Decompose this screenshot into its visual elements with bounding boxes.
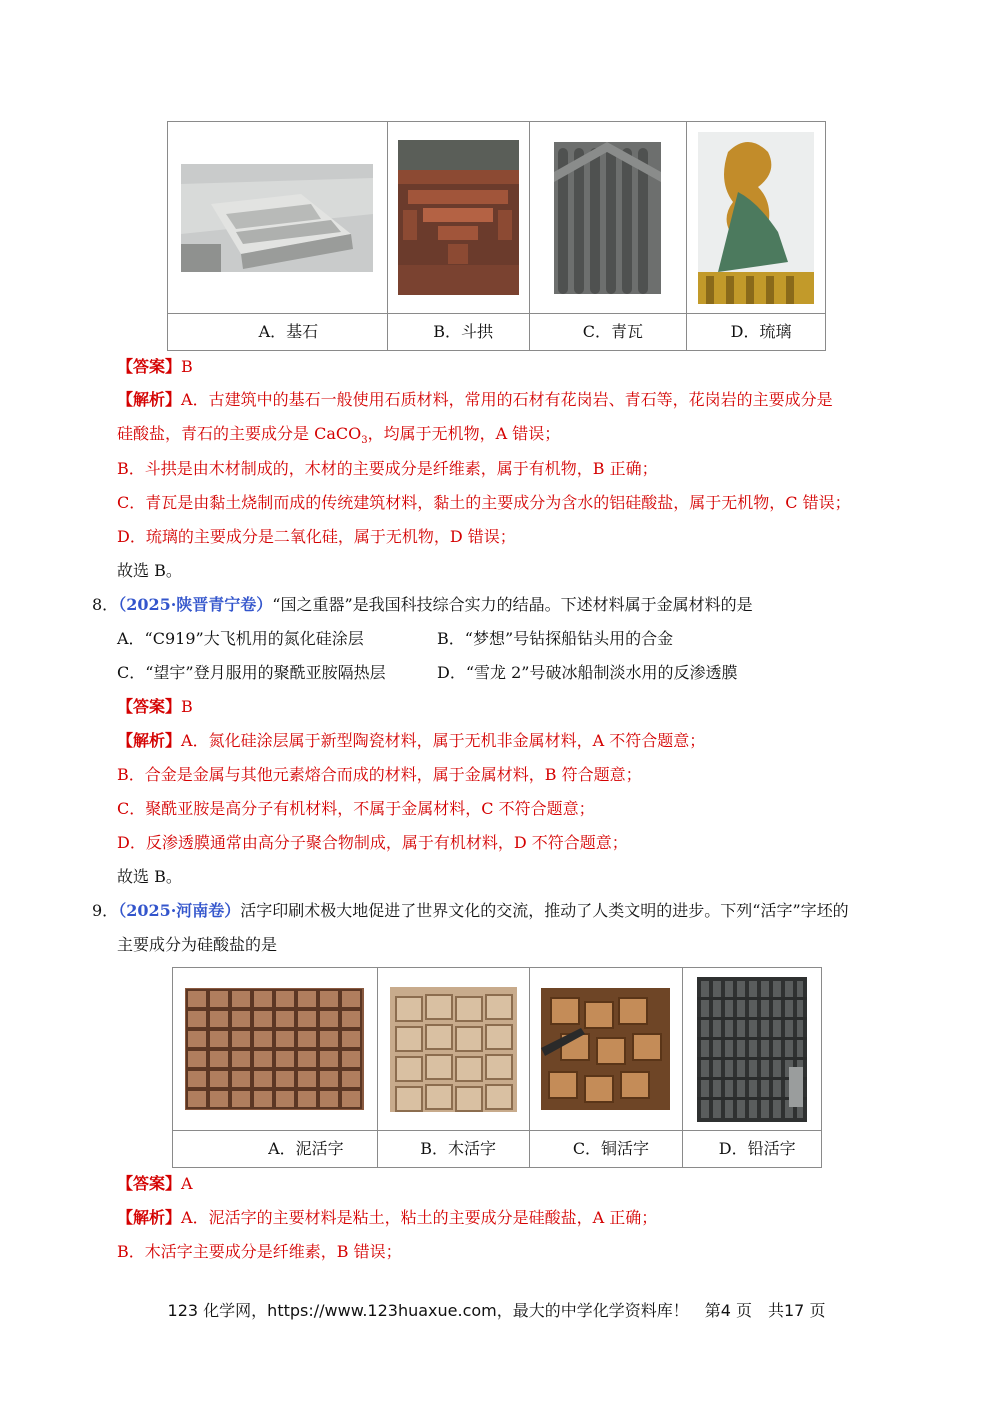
q9-image-table — [172, 967, 822, 1168]
q9-image-c-cell — [529, 968, 683, 1131]
q9-analysis-a: 【解析】A．泥活字的主要材料是粘土，粘土的主要成分是硅酸盐，A 正确； — [117, 1208, 658, 1227]
q9-image-a-cell — [173, 968, 378, 1131]
q8-analysis-c: C．聚酰亚胺是高分子有机材料，不属于金属材料，C 不符合题意； — [117, 799, 595, 818]
q7-analysis-b: B．斗拱是由木材制成的，木材的主要成分是纤维素，属于有机物，B 正确； — [117, 459, 658, 478]
q7-option-d: D．琉璃 — [687, 314, 826, 351]
q8-option-d: D．“雪龙 2”号破冰船制淡水用的反渗透膜 — [437, 663, 738, 682]
q7-conclusion: 故选 B。 — [117, 561, 182, 580]
clay-type-image — [185, 988, 364, 1110]
analysis-label: 【解析】 — [117, 390, 182, 409]
answer-value: B — [181, 357, 193, 376]
q9-answer: 【答案】A — [117, 1174, 193, 1193]
q9-option-c: C．铜活字 — [529, 1131, 683, 1168]
page-footer: 123 化学网，https://www.123huaxue.com，最大的中学化学资料库！ 第4 页 共17 页 — [167, 1301, 826, 1320]
q9-number: 9． — [92, 901, 119, 920]
copper-type-image — [541, 988, 670, 1110]
q7-image-b-cell — [387, 122, 529, 314]
q8-analysis-a: 【解析】A．氮化硅涂层属于新型陶瓷材料，属于无机非金属材料，A 不符合题意； — [117, 731, 706, 750]
dougong-bracket-image — [398, 140, 519, 295]
q7-image-d-cell — [687, 122, 826, 314]
q9-option-a: A．泥活字 — [173, 1131, 378, 1168]
q7-analysis-d: D．琉璃的主要成分是二氧化硅，属于无机物，D 错误； — [117, 527, 516, 546]
q8-analysis-d: D．反渗透膜通常由高分子聚合物制成，属于有机材料，D 不符合题意； — [117, 833, 628, 852]
q7-option-b: B．斗拱 — [387, 314, 529, 351]
q7-analysis-a-line1: 【解析】A．古建筑中的基石一般使用石质材料，常用的石材有花岗岩、青石等，花岗岩的主要成分是 — [117, 390, 833, 409]
q8-option-b: B．“梦想”号钻探船钻头用的合金 — [437, 629, 674, 648]
q7-option-a: A．基石 — [168, 314, 388, 351]
q8-analysis-b: B．合金是金属与其他元素熔合而成的材料，属于金属材料，B 符合题意； — [117, 765, 642, 784]
q9-stem-line2: 主要成分为硅酸盐的是 — [117, 935, 278, 954]
q9-option-b: B．木活字 — [377, 1131, 529, 1168]
lead-type-image — [697, 977, 807, 1122]
q9-source: （2025·河南卷） — [118, 901, 241, 920]
q9-image-d-cell — [683, 968, 822, 1131]
q8-answer: 【答案】B — [117, 697, 193, 716]
grey-roof-tile-image — [554, 142, 661, 294]
q7-analysis-c: C．青瓦是由黏土烧制而成的传统建筑材料，黏土的主要成分为含水的铝硅酸盐，属于无机物，C 错误； — [117, 493, 851, 512]
q7-answer — [117, 356, 193, 378]
q7-option-c: C．青瓦 — [529, 314, 687, 351]
q9-stem-line1: 9．（2025·河南卷）活字印刷术极大地促进了世界文化的交流，推动了人类文明的进步。下列“活字”字坯的 — [92, 901, 849, 920]
answer-label: 【答案】 — [117, 357, 182, 376]
q9-image-b-cell — [377, 968, 529, 1131]
q8-option-c: C．“望宇”登月服用的聚酰亚胺隔热层 — [117, 663, 386, 682]
q8-source: （2025·陕晋青宁卷） — [118, 595, 273, 614]
q9-option-d: D．铅活字 — [683, 1131, 822, 1168]
q9-analysis-b: B．木活字主要成分是纤维素，B 错误； — [117, 1242, 402, 1261]
q7-image-c-cell — [529, 122, 687, 314]
wooden-type-image — [390, 987, 517, 1112]
q8-conclusion: 故选 B。 — [117, 867, 182, 886]
q8-stem — [92, 594, 753, 616]
q8-stem-text: “国之重器”是我国科技综合实力的结晶。下述材料属于金属材料的是 — [272, 595, 753, 614]
q7-image-a-cell — [168, 122, 388, 314]
q7-image-table — [167, 121, 826, 351]
glazed-tile-image — [698, 132, 814, 304]
stone-base-image — [181, 164, 373, 272]
q8-number: 8． — [92, 595, 119, 614]
q8-option-a: A．“C919”大飞机用的氮化硅涂层 — [117, 629, 364, 648]
q7-analysis-a-line2: 硅酸盐，青石的主要成分是 CaCO$_3$，均属于无机物，A 错误； — [117, 424, 561, 447]
